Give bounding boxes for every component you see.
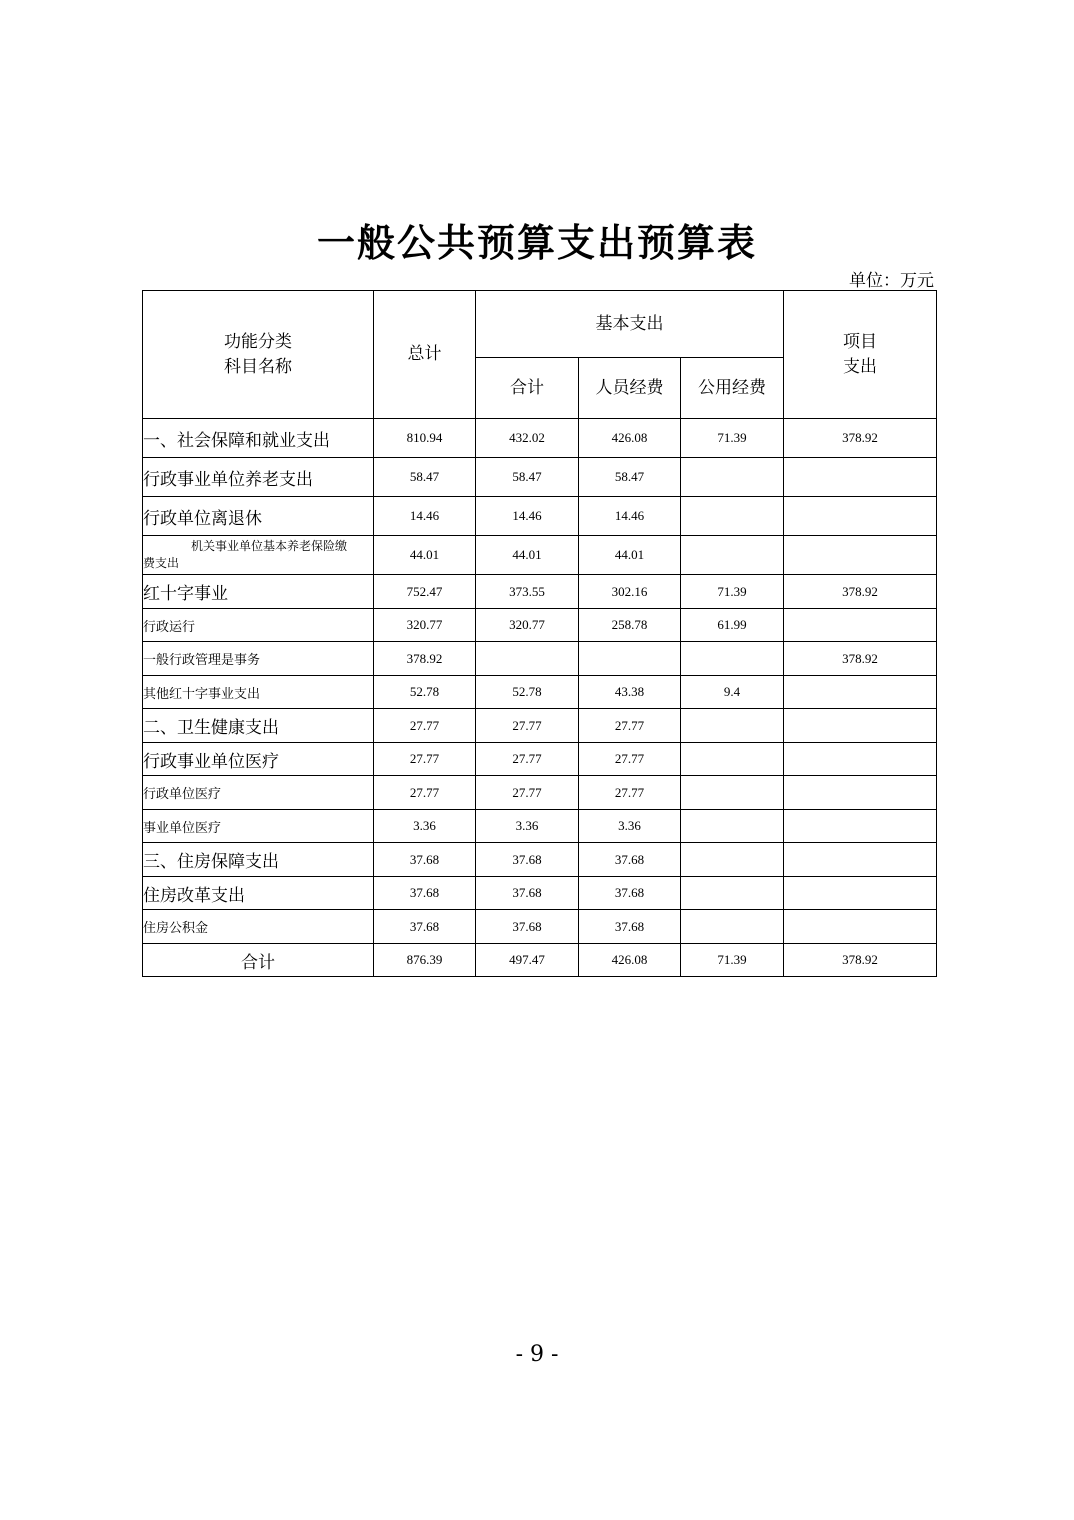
cell-public: 9.4 bbox=[681, 676, 784, 709]
cell-personnel: 14.46 bbox=[579, 497, 681, 536]
table-row bbox=[143, 709, 937, 743]
cell-subtotal: 373.55 bbox=[476, 575, 579, 609]
cell-total: 378.92 bbox=[374, 642, 476, 676]
table-row bbox=[143, 575, 937, 609]
cell-personnel: 58.47 bbox=[579, 458, 681, 497]
cell-personnel: 37.68 bbox=[579, 910, 681, 944]
cell-subtotal: 14.46 bbox=[476, 497, 579, 536]
cell-personnel: 27.77 bbox=[579, 776, 681, 810]
cell-public bbox=[681, 709, 784, 743]
cell-personnel bbox=[579, 642, 681, 676]
cell-total: 44.01 bbox=[374, 536, 476, 575]
cell-personnel: 258.78 bbox=[579, 609, 681, 642]
cell-project: 378.92 bbox=[784, 642, 937, 676]
row-name: 行政单位离退休 bbox=[143, 497, 374, 536]
cell-personnel: 37.68 bbox=[579, 877, 681, 910]
header-total: 总计 bbox=[374, 291, 476, 419]
table-row bbox=[143, 458, 937, 497]
row-name: 行政运行 bbox=[143, 609, 374, 642]
row-name: 行政单位医疗 bbox=[143, 776, 374, 810]
cell-total: 320.77 bbox=[374, 609, 476, 642]
cell-public bbox=[681, 497, 784, 536]
table-row bbox=[143, 536, 937, 575]
cell-project bbox=[784, 910, 937, 944]
cell-public bbox=[681, 877, 784, 910]
cell-personnel: 37.68 bbox=[579, 843, 681, 877]
table-row bbox=[143, 810, 937, 843]
cell-public bbox=[681, 536, 784, 575]
cell-project bbox=[784, 676, 937, 709]
cell-public: 61.99 bbox=[681, 609, 784, 642]
cell-project bbox=[784, 458, 937, 497]
cell-public bbox=[681, 642, 784, 676]
cell-public: 71.39 bbox=[681, 419, 784, 458]
cell-public bbox=[681, 458, 784, 497]
cell-subtotal: 27.77 bbox=[476, 743, 579, 776]
cell-subtotal: 37.68 bbox=[476, 843, 579, 877]
cell-project bbox=[784, 743, 937, 776]
cell-subtotal: 37.68 bbox=[476, 877, 579, 910]
page-number: - 9 - bbox=[515, 1342, 559, 1367]
header-public: 公用经费 bbox=[681, 358, 784, 419]
unit-label: 单位：万元 bbox=[849, 271, 934, 291]
cell-project bbox=[784, 536, 937, 575]
table-row bbox=[143, 419, 937, 458]
cell-subtotal bbox=[476, 642, 579, 676]
cell-total: 27.77 bbox=[374, 743, 476, 776]
cell-project bbox=[784, 709, 937, 743]
table-row bbox=[143, 497, 937, 536]
cell-project bbox=[784, 810, 937, 843]
header-basic: 基本支出 bbox=[476, 291, 784, 358]
cell-personnel: 3.36 bbox=[579, 810, 681, 843]
cell-total: 58.47 bbox=[374, 458, 476, 497]
row-name: 住房改革支出 bbox=[143, 877, 374, 910]
cell-subtotal: 3.36 bbox=[476, 810, 579, 843]
cell-personnel: 44.01 bbox=[579, 536, 681, 575]
cell-total: 752.47 bbox=[374, 575, 476, 609]
cell-total: 37.68 bbox=[374, 877, 476, 910]
table-row bbox=[143, 676, 937, 709]
row-name: 行政事业单位养老支出 bbox=[143, 458, 374, 497]
cell-total: 37.68 bbox=[374, 843, 476, 877]
row-name: 其他红十字事业支出 bbox=[143, 676, 374, 709]
cell-subtotal: 27.77 bbox=[476, 776, 579, 810]
cell-total: 52.78 bbox=[374, 676, 476, 709]
cell-personnel: 426.08 bbox=[579, 944, 681, 977]
row-name: 机关事业单位基本养老保险缴 费支出 bbox=[143, 536, 374, 575]
table-row bbox=[143, 609, 937, 642]
table-row bbox=[143, 843, 937, 877]
row-name: 一般行政管理是事务 bbox=[143, 642, 374, 676]
cell-subtotal: 44.01 bbox=[476, 536, 579, 575]
cell-subtotal: 320.77 bbox=[476, 609, 579, 642]
row-name: 行政事业单位医疗 bbox=[143, 743, 374, 776]
row-name: 二、卫生健康支出 bbox=[143, 709, 374, 743]
cell-total: 3.36 bbox=[374, 810, 476, 843]
cell-public bbox=[681, 776, 784, 810]
cell-project: 378.92 bbox=[784, 419, 937, 458]
table-row bbox=[143, 776, 937, 810]
row-name: 红十字事业 bbox=[143, 575, 374, 609]
cell-project bbox=[784, 609, 937, 642]
cell-personnel: 302.16 bbox=[579, 575, 681, 609]
header-project: 项目 支出 bbox=[784, 291, 937, 419]
cell-project bbox=[784, 843, 937, 877]
header-category: 功能分类 科目名称 bbox=[143, 291, 374, 419]
cell-public bbox=[681, 843, 784, 877]
budget-table bbox=[142, 290, 937, 977]
row-name: 住房公积金 bbox=[143, 910, 374, 944]
cell-subtotal: 27.77 bbox=[476, 709, 579, 743]
table-row bbox=[143, 910, 937, 944]
table-row bbox=[143, 743, 937, 776]
cell-subtotal: 58.47 bbox=[476, 458, 579, 497]
total-row bbox=[143, 944, 937, 977]
cell-project bbox=[784, 776, 937, 810]
cell-personnel: 27.77 bbox=[579, 709, 681, 743]
table-row bbox=[143, 877, 937, 910]
cell-project: 378.92 bbox=[784, 944, 937, 977]
page-title: 一般公共预算支出预算表 bbox=[316, 221, 757, 265]
cell-subtotal: 497.47 bbox=[476, 944, 579, 977]
cell-total: 27.77 bbox=[374, 776, 476, 810]
cell-project: 378.92 bbox=[784, 575, 937, 609]
cell-total: 876.39 bbox=[374, 944, 476, 977]
cell-subtotal: 37.68 bbox=[476, 910, 579, 944]
cell-public bbox=[681, 810, 784, 843]
total-label: 合计 bbox=[143, 944, 374, 977]
cell-public bbox=[681, 910, 784, 944]
cell-subtotal: 52.78 bbox=[476, 676, 579, 709]
cell-personnel: 43.38 bbox=[579, 676, 681, 709]
row-name: 三、住房保障支出 bbox=[143, 843, 374, 877]
cell-public: 71.39 bbox=[681, 575, 784, 609]
row-name: 一、社会保障和就业支出 bbox=[143, 419, 374, 458]
row-name: 事业单位医疗 bbox=[143, 810, 374, 843]
cell-personnel: 426.08 bbox=[579, 419, 681, 458]
header-subtotal: 合计 bbox=[476, 358, 579, 419]
cell-total: 27.77 bbox=[374, 709, 476, 743]
cell-public: 71.39 bbox=[681, 944, 784, 977]
header-personnel: 人员经费 bbox=[579, 358, 681, 419]
cell-project bbox=[784, 497, 937, 536]
cell-total: 810.94 bbox=[374, 419, 476, 458]
cell-total: 14.46 bbox=[374, 497, 476, 536]
cell-project bbox=[784, 877, 937, 910]
cell-subtotal: 432.02 bbox=[476, 419, 579, 458]
cell-public bbox=[681, 743, 784, 776]
table-row bbox=[143, 642, 937, 676]
cell-personnel: 27.77 bbox=[579, 743, 681, 776]
cell-total: 37.68 bbox=[374, 910, 476, 944]
